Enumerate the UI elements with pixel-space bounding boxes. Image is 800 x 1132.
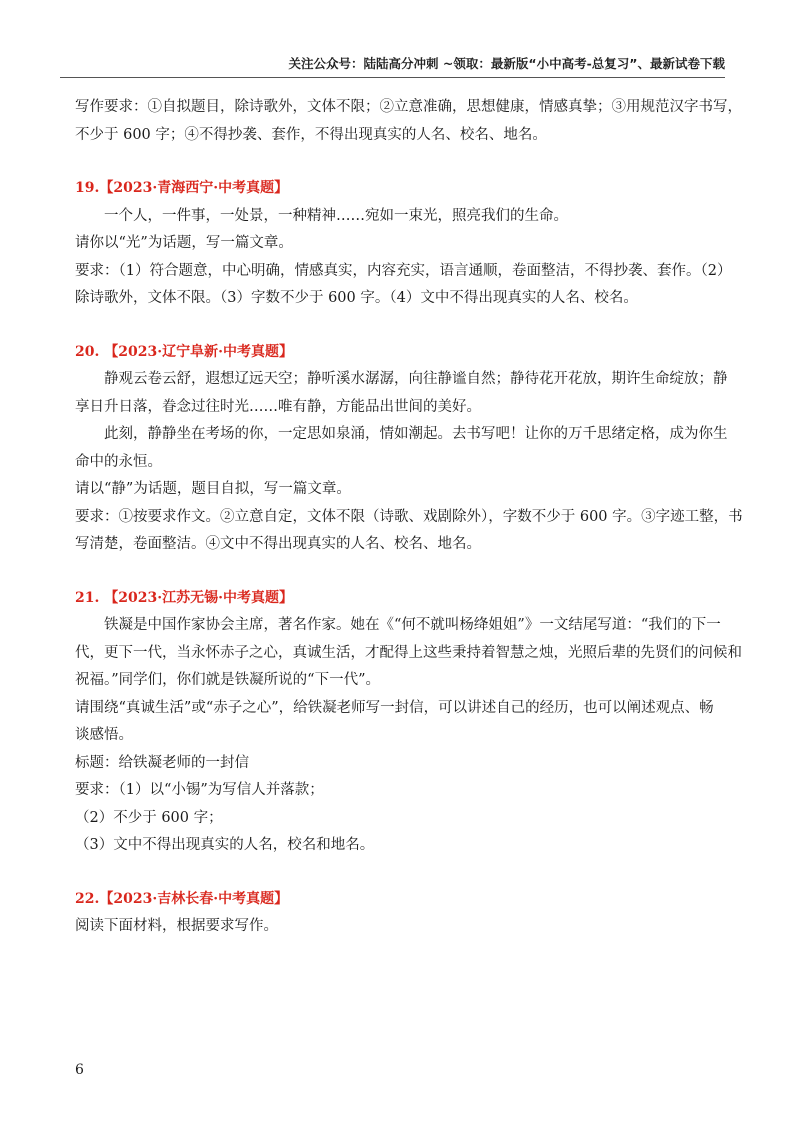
question-19-requirement: 要求：（1）符合题意，中心明确，情感真实，内容充实，语言通顺，卷面整洁，不得抄袭、套作。（2）: [75, 262, 732, 279]
question-19-title: 19.【2023·青海西宁·中考真题】: [75, 180, 289, 196]
question-20-prompt: 请以“静”为话题，题目自拟，写一篇文章。: [75, 481, 351, 497]
intro-line: 不少于 600 字；④不得抄袭、套作，不得出现真实的人名、校名、地名。: [75, 126, 547, 143]
question-21-prompt: 请围绕“真诚生活”或“赤子之心”，给铁凝老师写一封信，可以讲述自己的经历，也可以阐述观点、畅: [75, 699, 714, 716]
question-21-material: 祝福。”同学们，你们就是铁凝所说的“下一代”。: [75, 672, 380, 688]
intro-line: 写作要求：①自拟题目，除诗歌外，文体不限；②立意准确，思想健康，情感真挚；③用规范汉字书写，: [75, 99, 742, 115]
question-21-material: 铁凝是中国作家协会主席，著名作家。她在《“何不就叫杨绛姐姐”》一文结尾写道：“我们的下一: [104, 617, 721, 633]
page-header: 关注公众号：陆陆高分冲刺 ~领取：最新版“小中高考-总复习”、最新试卷下载: [288, 56, 725, 71]
question-19-requirement: 除诗歌外，文体不限。（3）字数不少于 600 字。（4）文中不得出现真实的人名、校名。: [75, 290, 638, 306]
question-20-title: 20. 【2023·辽宁阜新·中考真题】: [75, 343, 293, 360]
page-number: 6: [75, 1062, 84, 1078]
question-20-requirement: 要求：①按要求作文。②立意自定，文体不限（诗歌、戏剧除外），字数不少于 600 字。③字迹工整，书: [75, 508, 743, 525]
question-20-material: 此刻，静静坐在考场的你，一定思如泉涌，情如潮起。去书写吧！让你的万千思绪定格，成为你生: [104, 426, 728, 442]
question-22-prompt: 阅读下面材料，根据要求写作。: [75, 918, 278, 934]
header-divider: [60, 77, 725, 78]
question-20-material: 享日升日落，眷念过往时光……唯有静，方能品出世间的美好。: [75, 398, 481, 415]
page-content: [75, 94, 743, 941]
question-22-title: 22.【2023·吉林长春·中考真题】: [75, 890, 289, 907]
question-21-requirement: （3）文中不得出现真实的人名，校名和地名。: [75, 837, 375, 853]
question-19-prompt: 请你以“光”为话题，写一篇文章。: [75, 235, 293, 251]
question-21-requirement: 要求：（1）以“小锡”为写信人并落款；: [75, 782, 324, 798]
question-20-material: 命中的永恒。: [75, 453, 162, 470]
question-19-material: 一个人，一件事，一处景，一种精神……宛如一束光，照亮我们的生命。: [104, 207, 568, 224]
question-20-requirement: 写清楚，卷面整洁。④文中不得出现真实的人名、校名、地名。: [75, 536, 481, 552]
question-21-letter-title: 标题：给铁凝老师的一封信: [75, 754, 249, 771]
question-21-material: 代，更下一代，当永怀赤子之心，真诚生活，才配得上这些秉持着智慧之烛，光照后辈的先贤们的问候和: [75, 644, 742, 661]
question-21-prompt: 谈感悟。: [75, 727, 133, 743]
question-20-material: 静观云卷云舒，遐想辽远天空；静听溪水潺潺，向往静谧自然；静待花开花放，期许生命绽放；静: [104, 371, 728, 387]
question-21-requirement: （2）不少于 600 字；: [75, 809, 223, 826]
question-21-title: 21. 【2023·江苏无锡·中考真题】: [75, 589, 293, 606]
